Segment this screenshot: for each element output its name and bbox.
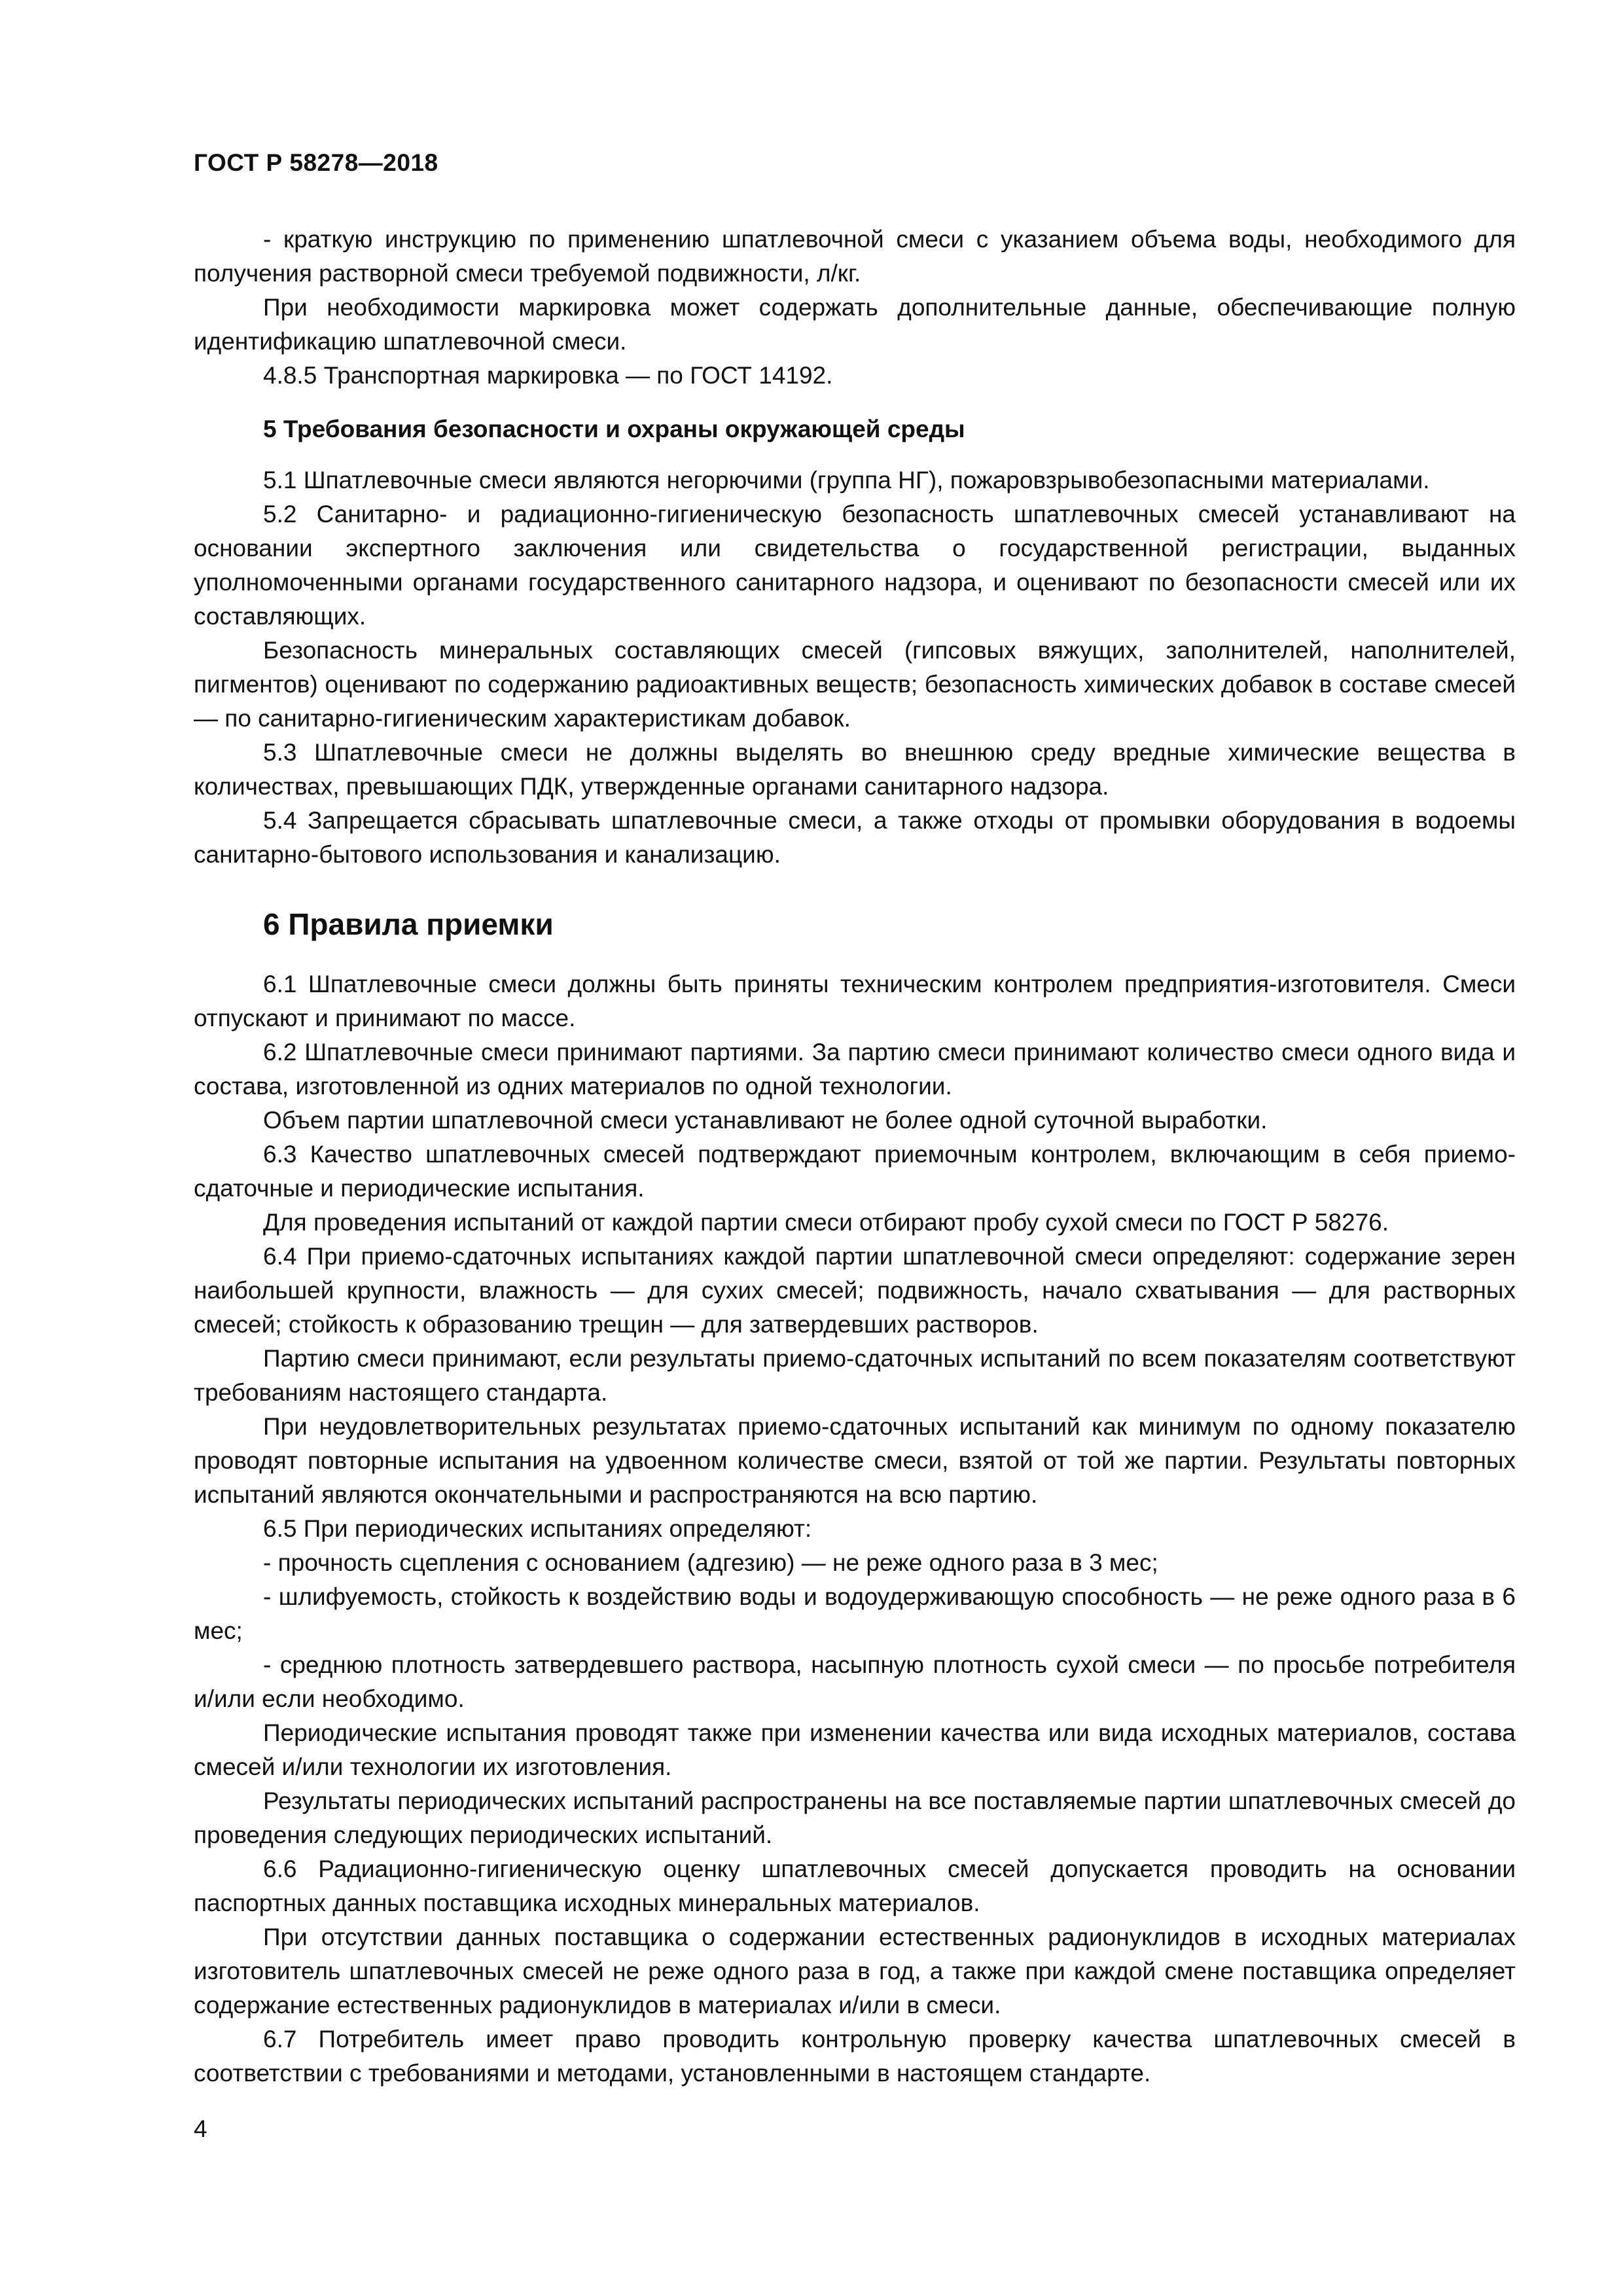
intro-paragraph: - краткую инструкцию по применению шпатлевочной смеси с указанием объема воды, необходимого для получения растворной смеси требуемой подвижности, л/кг. [194,226,1516,287]
section-6-paragraph: 6.5 При периодических испытаниях определяют: [263,1515,812,1542]
intro-paragraph: При необходимости маркировка может содержать дополнительные данные, обеспечивающие полную идентификацию шпатлевочной смеси. [194,294,1516,355]
section-5-paragraph: 5.4 Запрещается сбрасывать шпатлевочные смеси, а также отходы от промывки оборудования в водоемы санитарно-бытового использования и канализацию. [194,807,1516,868]
section-5-paragraph: 5.2 Санитарно- и радиационно-гигиеническую безопасность шпатлевочных смесей устанавливают на основании экспертного заключения или свидетельства о государственной регистрации, выданных уполномоченными органами государственного санитарного надзора, и оценивают по безопасности смесей или их составляющих. [194,501,1516,630]
section-5-heading: 5 Требования безопасности и охраны окружающей среды [263,416,965,442]
intro-paragraph: 4.8.5 Транспортная маркировка — по ГОСТ 14192. [263,362,833,389]
page-number: 4 [194,2115,207,2142]
document-header: ГОСТ Р 58278—2018 [194,149,438,176]
section-6-paragraph: 6.3 Качество шпатлевочных смесей подтверждают приемочным контролем, включающим в себя приемо-сдаточные и периодические испытания. [194,1141,1516,1202]
section-6-paragraph: 6.6 Радиационно-гигиеническую оценку шпатлевочных смесей допускается проводить на основании паспортных данных поставщика исходных минеральных материалов. [194,1856,1516,1916]
section-6-paragraph: 6.4 При приемо-сдаточных испытаниях каждой партии шпатлевочной смеси определяют: содержание зерен наибольшей крупности, влажность — для сухих смесей; подвижность, начало схватывания — для растворных смесей; стойкость к образованию трещин — для затвердевших растворов. [194,1243,1516,1338]
section-6-paragraph: При неудовлетворительных результатах приемо-сдаточных испытаний как минимум по одному показателю проводят повторные испытания на удвоенном количестве смеси, взятой от той же партии. Результаты повторных испытаний являются окончательными и распространяются на всю партию. [194,1413,1516,1508]
page-content [194,223,1516,2090]
section-6-paragraph: 6.2 Шпатлевочные смеси принимают партиями. За партию смеси принимают количество смеси одного вида и состава, изготовленной из одних материалов по одной технологии. [194,1039,1516,1100]
section-5-paragraph: 5.3 Шпатлевочные смеси не должны выделять во внешнюю среду вредные химические вещества в количествах, превышающих ПДК, утвержденные органами санитарного надзора. [194,739,1516,800]
section-6-list-item: - среднюю плотность затвердевшего раствора, насыпную плотность сухой смеси — по просьбе потребителя и/или если необходимо. [194,1651,1516,1712]
section-6-paragraph: Периодические испытания проводят также при изменении качества или вида исходных материалов, состава смесей и/или технологии их изготовления. [194,1719,1516,1780]
section-6-paragraph: Результаты периодических испытаний распространены на все поставляемые партии шпатлевочных смесей до проведения следующих периодических испытаний. [194,1787,1516,1848]
section-6-paragraph: При отсутствии данных поставщика о содержании естественных радионуклидов в исходных материалах изготовитель шпатлевочных смесей не реже одного раза в год, а также при каждой смене поставщика определяет содержание естественных радионуклидов в материалах и/или в смеси. [194,1924,1516,2018]
section-6-heading: 6 Правила приемки [263,907,554,941]
section-5-paragraph: Безопасность минеральных составляющих смесей (гипсовых вяжущих, заполнителей, наполнителей, пигментов) оценивают по содержанию радиоактивных веществ; безопасность химических добавок в составе смесей — по санитарно-гигиеническим характеристикам добавок. [194,637,1516,732]
section-5-paragraph: 5.1 Шпатлевочные смеси являются негорючими (группа НГ), пожаровзрывобезопасными материалами. [263,467,1430,493]
section-6-paragraph: 6.7 Потребитель имеет право проводить контрольную проверку качества шпатлевочных смесей в соответствии с требованиями и методами, установленными в настоящем стандарте. [194,2026,1516,2087]
section-6-paragraph: 6.1 Шпатлевочные смеси должны быть приняты техническим контролем предприятия-изготовителя. Смеси отпускают и принимают по массе. [194,971,1516,1031]
section-6-list-item: - прочность сцепления с основанием (адгезию) — не реже одного раза в 3 мес; [263,1549,1158,1576]
section-6-paragraph: Для проведения испытаний от каждой партии смеси отбирают пробу сухой смеси по ГОСТ Р 58276. [263,1209,1389,1236]
section-6-list-item: - шлифуемость, стойкость к воздействию воды и водоудерживающую способность — не реже одного раза в 6 мес; [194,1583,1516,1644]
section-6-paragraph: Объем партии шпатлевочной смеси устанавливают не более одной суточной выработки. [263,1107,1268,1134]
section-6-paragraph: Партию смеси принимают, если результаты приемо-сдаточных испытаний по всем показателям соответствуют требованиям настоящего стандарта. [194,1345,1516,1406]
